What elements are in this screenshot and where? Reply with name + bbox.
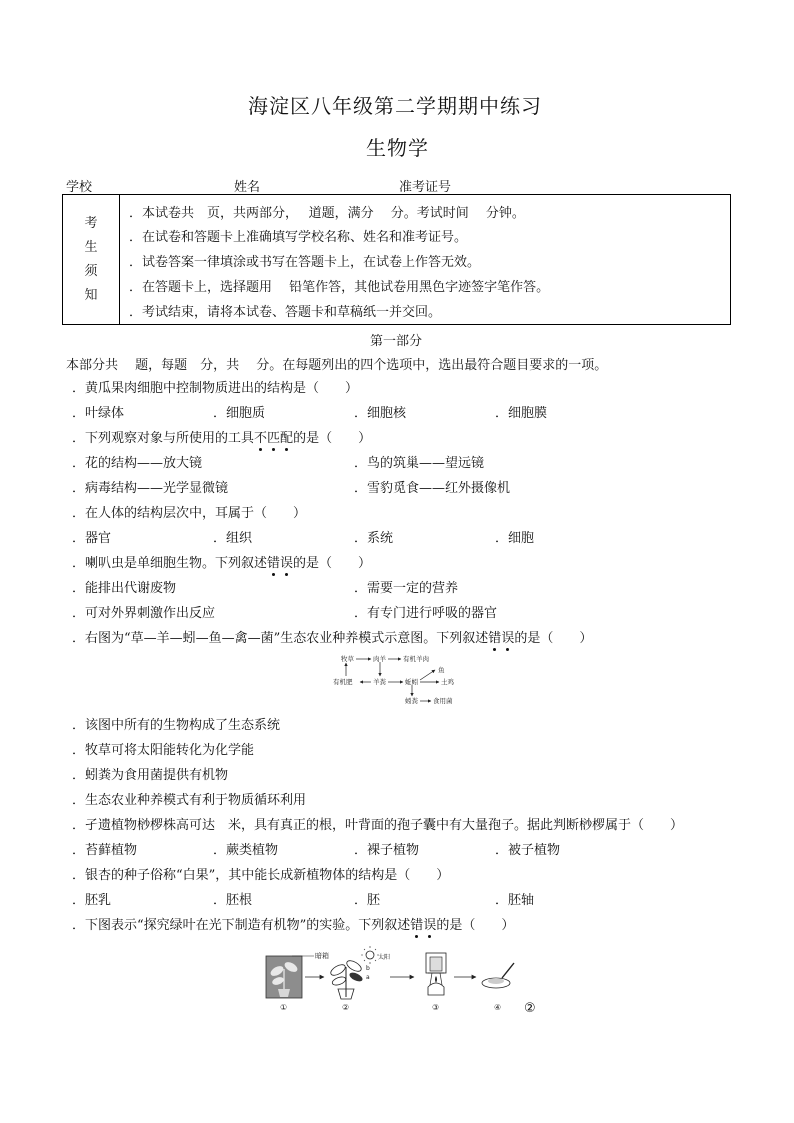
question-stem: ．黄瓜果肉细胞中控制物质进出的结构是（ ） [72,381,359,396]
notice-label-char: 须 [84,263,98,279]
exam-notice-box [62,194,731,325]
option: ．器官 [72,531,112,546]
diagram-label: 牧草 [341,655,354,663]
stem-text: 的是（ ） [514,631,593,646]
emphasis-char: 匹 [267,431,281,446]
stem-text: ．右图为“草—羊—蚓—鱼—禽—菌”生态农业种养模式示意图。下列叙述 [72,631,489,646]
notice-item: ．考试结束，请将本试卷、答题卡和草稿纸一并交回。 [129,305,442,320]
option: ．细胞膜 [495,406,548,421]
option: ．可对外界刺激作出反应 [72,606,216,621]
diagram-label: 食用菌 [433,697,453,705]
stem-text: ．下图表示“探究绿叶在光下制造有机物”的实验。下列叙述 [72,918,411,933]
diagram-label: 蚯蚓 [405,678,418,686]
notice-label-char: 考 [84,215,98,231]
diagram-label: 羊粪 [373,678,386,686]
option: ．胚根 [213,893,253,908]
stem-text: ．喇叭虫是单细胞生物。下列叙述 [72,556,268,571]
option: ．系统 [354,531,394,546]
diagram-label: 有机羊肉 [403,655,429,663]
option: ．苔藓植物 [72,843,138,858]
diagram-label: 鱼 [438,666,445,674]
option: ．叶绿体 [72,406,125,421]
water-bath-icon [426,953,446,995]
name-label: 姓名 [234,180,261,195]
option: ．鸟的筑巢——望远镜 [354,456,485,471]
option: ．胚乳 [72,893,112,908]
diagram-label: 有机肥 [333,678,353,686]
petri-dish-icon [482,963,514,988]
subject-title: 生物学 [366,136,429,160]
notice-item: ．在答题卡上，选择题用 铅笔作答，其他试卷用黑色字迹签字笔作答。 [129,280,550,295]
emphasis-char: 误 [501,631,515,646]
notice-item: ．本试卷共 页，共两部分， 道题，满分 分。考试时间 分钟。 [129,206,525,221]
option: ．胚轴 [495,893,535,908]
question-stem [72,914,514,933]
emphasis-char: 错 [267,556,281,571]
emphasis-char: 不 [254,431,268,446]
option: ．能排出代谢废物 [72,581,177,596]
eco-agriculture-diagram [328,652,478,708]
option: ．生态农业种养模式有利于物质循环利用 [72,793,307,808]
page-title: 海淀区八年级第二学期期中练习 [248,94,542,118]
option: ．被子植物 [495,843,561,858]
school-label: 学校 [66,180,93,195]
notice-label-char: 生 [84,239,98,255]
notice-label [63,195,119,324]
option: ．裸子植物 [354,843,420,858]
step-number: ④ [494,1003,502,1012]
diagram-label: 土鸡 [441,678,454,686]
figure-label: 暗箱 [315,952,329,960]
diagram-label: 肉羊 [373,655,386,663]
step-number: ③ [432,1003,440,1012]
emphasis-char: 误 [423,918,437,933]
question-stem: ．在人体的结构层次中，耳属于（ ） [72,506,307,521]
emphasis-char: 误 [280,556,294,571]
notice-item: ．在试卷和答题卡上准确填写学校名称、姓名和准考证号。 [129,230,468,245]
stem-text: 的是（ ） [436,918,515,933]
option: ．需要一定的营养 [354,581,459,596]
step-number: ② [342,1003,350,1012]
emphasis-char: 配 [280,431,294,446]
notice-item: ．试卷答案一律填涂或书写在答题卡上，在试卷上作答无效。 [129,255,481,270]
stem-text: ．下列观察对象与所使用的工具 [72,431,255,446]
exam-id-label: 准考证号 [399,180,452,195]
option: ．蚓粪为食用菌提供有机物 [72,768,229,783]
notice-divider [119,195,120,324]
option: ．雪豹觅食——红外摄像机 [354,481,511,496]
option: ．蕨类植物 [213,843,279,858]
option: ．该图中所有的生物构成了生态系统 [72,718,281,733]
stem-text: 的是（ ） [293,556,372,571]
emphasis-char: 错 [410,918,424,933]
option: ．细胞质 [213,406,266,421]
trailing-mark: ② [524,1001,536,1016]
option: ．花的结构——放大镜 [72,456,203,471]
step-number: ① [280,1003,288,1012]
question-stem [72,552,371,571]
figure-label: 太阳 [378,954,391,961]
option: ．有专门进行呼吸的器官 [354,606,498,621]
figure-label: b [366,965,370,972]
experiment-figure [262,945,552,1020]
question-stem [72,627,592,646]
notice-label-char: 知 [84,287,98,303]
option: ．胚 [354,893,381,908]
sunlit-plant-icon [329,946,379,999]
emphasis-char: 错 [488,631,502,646]
stem-text: 的是（ ） [293,431,372,446]
option: ．细胞 [495,531,535,546]
figure-label: a [366,974,370,981]
option: ．病毒结构——光学显微镜 [72,481,229,496]
option: ．牧草可将太阳能转化为化学能 [72,743,255,758]
question-stem: ．孑遗植物桫椤株高可达 米，具有真正的根，叶背面的孢子囊中有大量孢子。据此判断桫椤属于（ ） [72,818,684,833]
option: ．组织 [213,531,253,546]
option: ．细胞核 [354,406,407,421]
question-stem [72,427,371,446]
question-stem: ．银杏的种子俗称“白果”，其中能长成新植物体的结构是（ ） [72,868,450,883]
part-heading: 第一部分 [370,334,423,349]
diagram-label: 蚓粪 [405,697,418,705]
part-instructions: 本部分共 题，每题 分，共 分。在每题列出的四个选项中，选出最符合题目要求的一项。 [66,358,608,373]
